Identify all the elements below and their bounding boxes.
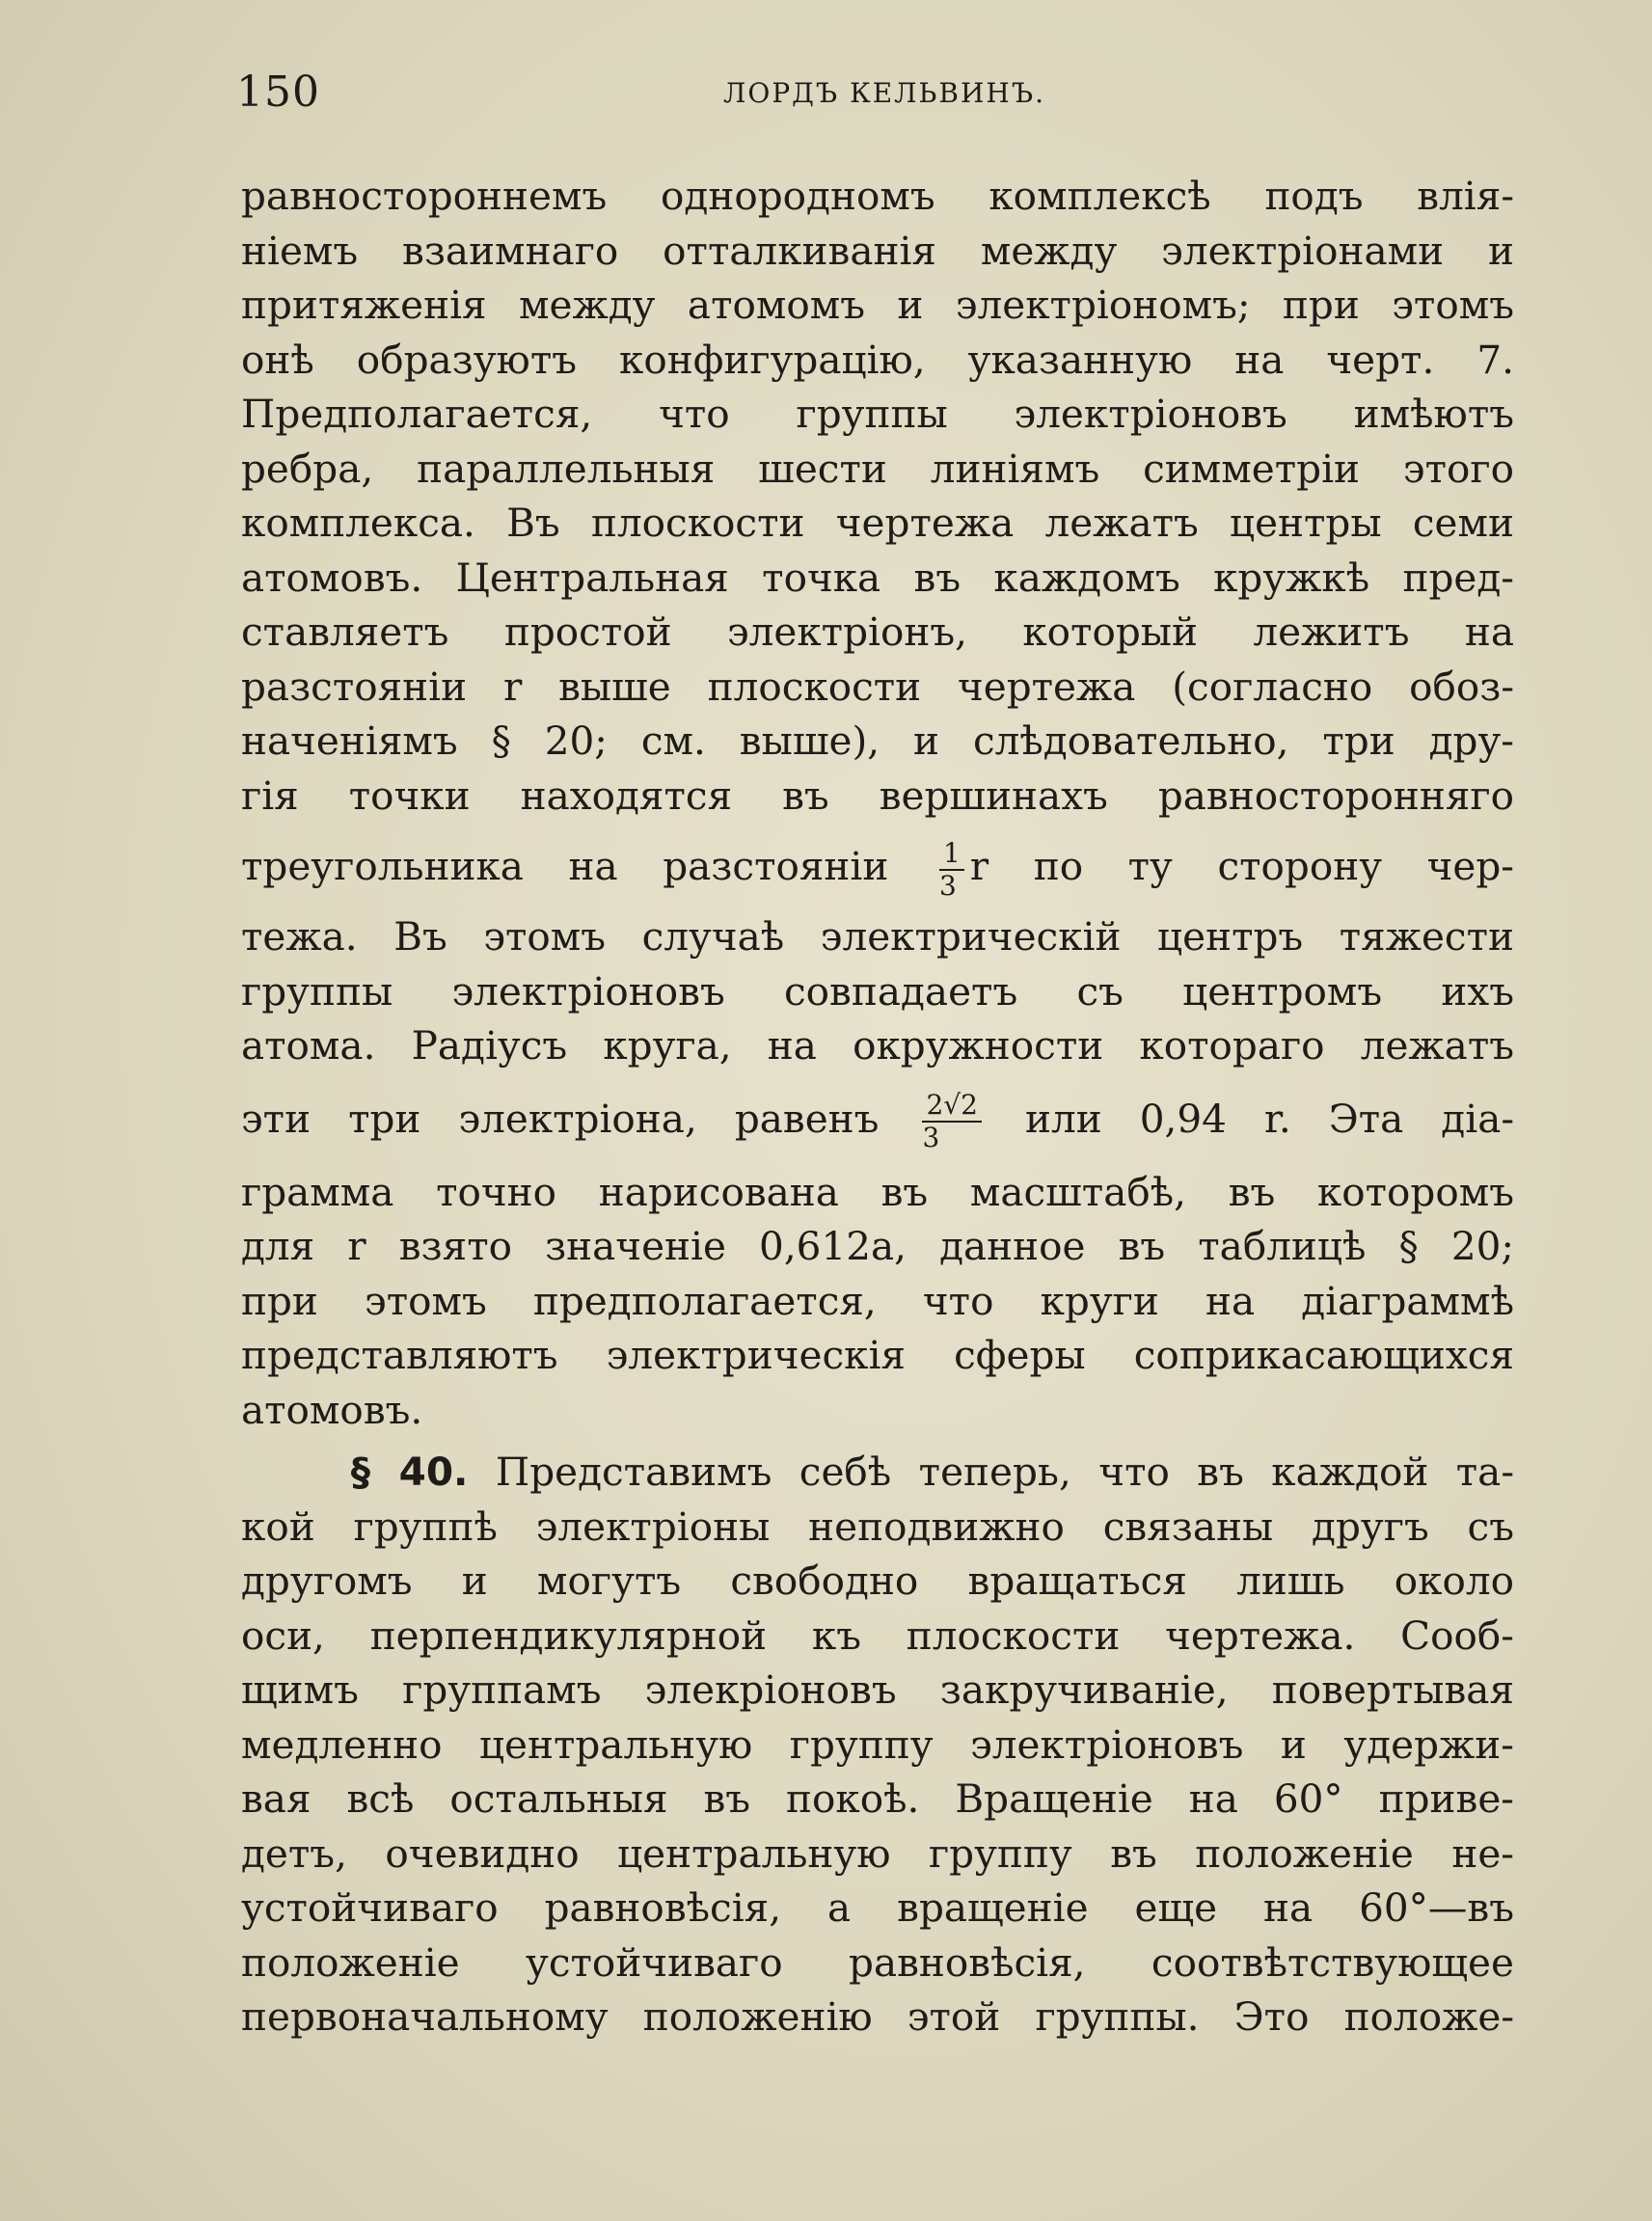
text-line: оси, перпендикулярной къ плоскости чертежа. Сооб- [241, 1612, 1514, 1659]
text-fragment: эти три электріона, равенъ [241, 1095, 880, 1142]
text-line: другомъ и могутъ свободно вращаться лишь около [241, 1557, 1514, 1604]
text-fragment: или 0,94 r. Эта діа- [1025, 1095, 1514, 1142]
text-line: представляютъ электрическія сферы соприкасающихся [241, 1332, 1514, 1378]
text-line: вая всѣ остальныя въ покоѣ. Вращеніе на 60° приве- [241, 1775, 1514, 1822]
text-line: положеніе устойчиваго равновѣсія, соотвѣтствующее [241, 1938, 1514, 1986]
text-line: детъ, очевидно центральную группу въ положеніе не- [241, 1829, 1514, 1877]
fraction-denominator: 3 [922, 1122, 940, 1153]
text-line: медленно центральную группу электріоновъ и удержи- [241, 1720, 1514, 1768]
text-line: притяженія между атомомъ и электріономъ; при этомъ [241, 282, 1514, 328]
text-line: Предполагается, что группы электріоновъ имѣютъ [241, 391, 1514, 437]
fraction-numerator: 2√2 [922, 1092, 981, 1123]
text-line: при этомъ предполагается, что круги на діаграммѣ [241, 1277, 1514, 1324]
text-line: грамма точно нарисована въ масштабѣ, въ которомъ [241, 1168, 1514, 1215]
body-text [241, 169, 1514, 2045]
paragraph-start-line [241, 1445, 1514, 1500]
fraction-one-third [938, 836, 964, 902]
text-line-with-fraction [241, 823, 1514, 909]
text-line: гія точки находятся въ вершинахъ равносторонняго [241, 772, 1514, 819]
text-fragment: Представимъ себѣ теперь, что въ каждой та- [495, 1449, 1514, 1495]
text-line-with-fraction [241, 1073, 1514, 1165]
section-marker: § 40. [350, 1449, 469, 1495]
text-line: первоначальному положенію этой группы. Это положе- [241, 1993, 1514, 2040]
text-fragment: r по ту сторону чер- [969, 843, 1514, 889]
fraction-two-root-two-thirds [922, 1089, 981, 1153]
text-line: онѣ образуютъ конфигурацію, указанную на черт. 7. [241, 336, 1514, 383]
text-line: кой группѣ электріоны неподвижно связаны другъ съ [241, 1503, 1514, 1550]
text-line: наченіямъ § 20; см. выше), и слѣдовательно, три дру- [241, 718, 1514, 764]
text-line: равностороннемъ однородномъ комплексѣ подъ влія- [241, 173, 1514, 219]
text-line: атома. Радіусъ круга, на окружности котораго лежатъ [241, 1022, 1514, 1069]
page-header [236, 68, 1519, 125]
text-line: атомовъ. [241, 1386, 423, 1433]
text-line: ставляетъ простой электріонъ, который лежитъ на [241, 609, 1514, 655]
text-line: щимъ группамъ элекріоновъ закручиваніе, повертывая [241, 1666, 1514, 1713]
text-line: разстояніи r выше плоскости чертежа (согласно обоз- [241, 663, 1514, 710]
text-line: устойчиваго равновѣсія, а вращеніе еще на 60°—въ [241, 1884, 1514, 1931]
text-line: группы электріоновъ совпадаетъ съ центромъ ихъ [241, 967, 1514, 1015]
text-fragment: треугольника на разстояніи [241, 843, 889, 889]
text-line: для r взято значеніе 0,612a, данное въ таблицѣ § 20; [241, 1223, 1514, 1269]
text-line: комплекса. Въ плоскости чертежа лежатъ центры семи [241, 500, 1514, 546]
text-line: ніемъ взаимнаго отталкиванія между электріонами и [241, 227, 1514, 274]
running-head: ЛОРДЪ КЕЛЬВИНЪ. [723, 77, 1045, 109]
text-line: атомовъ. Центральная точка въ каждомъ кружкѣ пред- [241, 554, 1514, 601]
text-line: тежа. Въ этомъ случаѣ электрическій центръ тяжести [241, 913, 1514, 960]
text-line: ребра, параллельныя шести линіямъ симметріи этого [241, 445, 1514, 492]
fraction-numerator: 1 [939, 840, 964, 871]
fraction-denominator: 3 [938, 869, 957, 902]
page-number: 150 [236, 68, 320, 117]
